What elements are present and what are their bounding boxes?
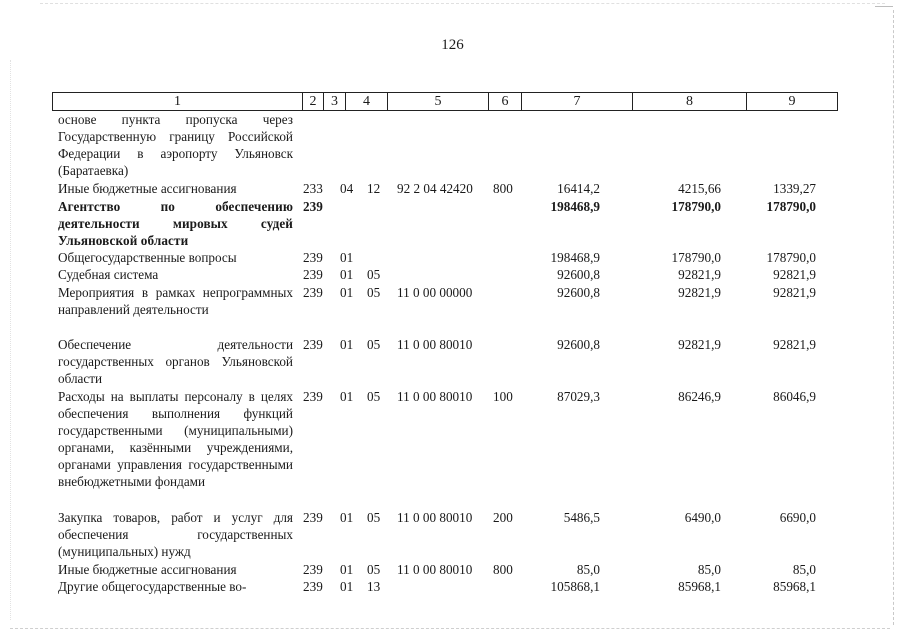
header-col-5: 5	[388, 93, 489, 110]
row-description: Судебная система	[58, 267, 159, 282]
row-cell-col9: 178790,0	[766, 250, 816, 265]
row-cell-col9: 1339,27	[773, 181, 816, 196]
row-cell-col5: 92 2 04 42420	[397, 181, 473, 196]
row-description: Обеспечение деятельности государственных органов Ульяновской области	[58, 337, 293, 386]
header-col-7: 7	[522, 93, 633, 110]
row-cell-col6: 800	[493, 181, 513, 196]
row-cell-col7: 85,0	[576, 562, 600, 577]
row-cell-col7: 198468,9	[550, 250, 600, 265]
row-cell-col8: 4215,66	[678, 181, 721, 196]
page-number: 126	[441, 37, 464, 53]
row-cell-col9: 85968,1	[773, 579, 816, 594]
row-cell-col8: 86246,9	[678, 389, 721, 404]
row-cell-col3: 01	[340, 250, 354, 265]
row-cell-col8: 85,0	[697, 562, 721, 577]
row-cell-col4: 05	[367, 285, 381, 300]
header-col-4: 4	[346, 93, 388, 110]
row-cell-col2: 239	[303, 337, 323, 352]
header-col-1: 1	[53, 93, 303, 110]
row-cell-col8: 92821,9	[678, 285, 721, 300]
table-header-row	[52, 92, 838, 111]
row-cell-col2: 233	[303, 181, 323, 196]
row-cell-col9: 92821,9	[773, 337, 816, 352]
row-cell-col2: 239	[303, 199, 323, 214]
row-cell-col3: 01	[340, 285, 354, 300]
scan-right-edge	[893, 10, 895, 625]
row-cell-col3: 01	[340, 579, 354, 594]
row-cell-col2: 239	[303, 267, 323, 282]
header-col-3: 3	[324, 93, 346, 110]
row-cell-col9: 85,0	[792, 562, 816, 577]
row-cell-col2: 239	[303, 285, 323, 300]
row-cell-col9: 86046,9	[773, 389, 816, 404]
row-description: Иные бюджетные ассигнования	[58, 562, 237, 577]
row-cell-col3: 01	[340, 267, 354, 282]
row-cell-col2: 239	[303, 579, 323, 594]
row-cell-col4: 05	[367, 337, 381, 352]
row-cell-col8: 6490,0	[684, 510, 721, 525]
row-cell-col7: 5486,5	[563, 510, 600, 525]
row-cell-col4: 13	[367, 579, 381, 594]
row-cell-col2: 239	[303, 389, 323, 404]
row-cell-col2: 239	[303, 562, 323, 577]
row-description: Расходы на выплаты персоналу в целях обеспечения выполнения функций государственными (муниципальными) органами, казёнными учреждениями, органами управления государственными внебюджетными фондами	[58, 389, 293, 489]
row-cell-col9: 178790,0	[766, 199, 816, 214]
row-cell-col2: 239	[303, 250, 323, 265]
row-cell-col3: 01	[340, 510, 354, 525]
row-cell-col8: 92821,9	[678, 337, 721, 352]
row-cell-col4: 12	[367, 181, 381, 196]
scan-left-edge	[10, 60, 12, 620]
row-description: Закупка товаров, работ и услуг для обеспечения государственных (муниципальных) нужд	[58, 510, 293, 559]
row-cell-col7: 92600,8	[557, 285, 600, 300]
row-cell-col5: 11 0 00 00000	[397, 285, 473, 300]
row-description: Общегосударственные вопросы	[58, 250, 237, 265]
header-col-8: 8	[633, 93, 747, 110]
row-description: Иные бюджетные ассигнования	[58, 181, 237, 196]
row-cell-col8: 178790,0	[671, 250, 721, 265]
row-cell-col4: 05	[367, 389, 381, 404]
row-cell-col5: 11 0 00 80010	[397, 510, 473, 525]
row-cell-col2: 239	[303, 510, 323, 525]
row-cell-col5: 11 0 00 80010	[397, 389, 473, 404]
row-description: основе пункта пропуска через Государственную границу Российской Федерации в аэропорту Ульяновск (Баратаевка)	[58, 112, 293, 178]
row-cell-col3: 01	[340, 562, 354, 577]
row-cell-col4: 05	[367, 562, 381, 577]
scan-bottom-edge	[10, 628, 890, 630]
row-cell-col7: 198468,9	[550, 199, 600, 214]
row-cell-col6: 800	[493, 562, 513, 577]
row-cell-col5: 11 0 00 80010	[397, 562, 473, 577]
scan-top-edge	[40, 3, 885, 5]
row-cell-col9: 92821,9	[773, 267, 816, 282]
row-cell-col6: 100	[493, 389, 513, 404]
row-cell-col8: 178790,0	[671, 199, 721, 214]
row-cell-col8: 92821,9	[678, 267, 721, 282]
row-cell-col9: 6690,0	[779, 510, 816, 525]
row-cell-col3: 04	[340, 181, 354, 196]
row-cell-col7: 16414,2	[557, 181, 600, 196]
row-cell-col6: 200	[493, 510, 513, 525]
row-cell-col7: 105868,1	[550, 579, 600, 594]
row-cell-col4: 05	[367, 267, 381, 282]
row-description: Мероприятия в рамках непрограммных направлений деятельности	[58, 285, 293, 317]
header-col-9: 9	[788, 94, 796, 109]
header-col-6: 6	[489, 93, 522, 110]
row-cell-col9: 92821,9	[773, 285, 816, 300]
scan-corner-mark	[875, 6, 893, 11]
row-description: Другие общегосударственные во-	[58, 579, 247, 594]
row-cell-col4: 05	[367, 510, 381, 525]
row-cell-col3: 01	[340, 337, 354, 352]
row-cell-col3: 01	[340, 389, 354, 404]
row-cell-col7: 92600,8	[557, 337, 600, 352]
row-cell-col7: 92600,8	[557, 267, 600, 282]
row-cell-col8: 85968,1	[678, 579, 721, 594]
row-description: Агентство по обеспечению деятельности мировых судей Ульяновской области	[58, 199, 293, 248]
row-cell-col5: 11 0 00 80010	[397, 337, 473, 352]
header-col-2: 2	[303, 93, 324, 110]
row-cell-col7: 87029,3	[557, 389, 600, 404]
